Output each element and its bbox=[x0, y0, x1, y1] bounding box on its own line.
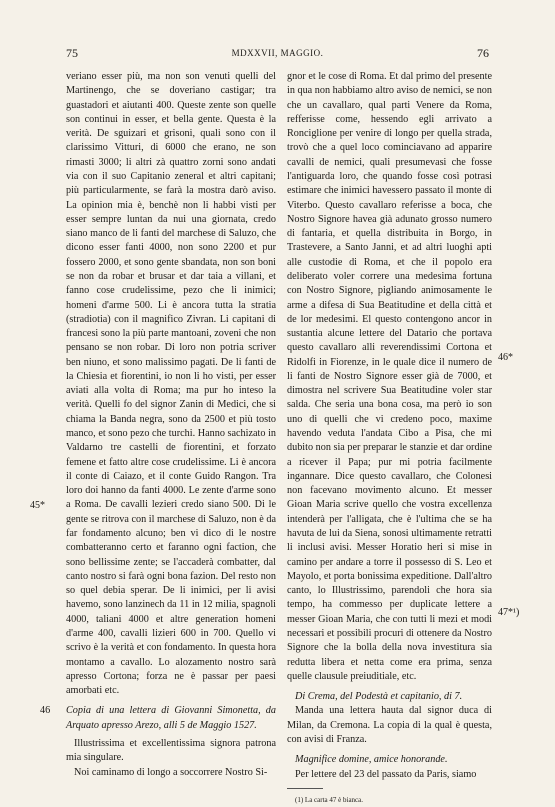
footnote-rule bbox=[287, 788, 323, 789]
page-number-left: 75 bbox=[66, 46, 78, 60]
margin-note-45: 45* bbox=[30, 500, 45, 511]
margin-note-47: 47*¹) bbox=[498, 607, 520, 618]
right-paragraph-2: Manda una lettera hauta dal signor duca di Milan, da Cremona. La copia di la qual è questa, con avisi di Franza. bbox=[287, 705, 492, 745]
footnote: (1) La carta 47 è bianca. bbox=[295, 795, 364, 804]
letter-heading-text: Copia di una lettera di Giovanni Simonetta, da Arquato apresso Arezo, alli 5 de Maggio 1527. bbox=[66, 705, 276, 731]
right-column bbox=[287, 70, 492, 807]
left-paragraph-1: veriano esser più, ma non son venuti quelli del Martinengo, che se doveriano castigar; tra guastadori et aiutanti 400. Queste zente son quelle son continui in esser, et bella gente. Questa è la verità. De sguizari et grisoni, quali sono con il clarissimo Vitturi, di 6000 che erano, ne son rimasti 3000; li altri zà quattro zorni sono andati via con il suo Capitanio zeneral et altri capitani; più particularmente, se farà la mostra darò aviso. La opinion mia è, benchè non li habbi visti per esser sempre luntan da nui una giornata, credo siano manco de li fanti del marchese di Saluzo, che dicono esser fanti 4000, non sono 2200 et pur fossero 2000, et sono gente sbandata, non son boni se non da robar et brusar et dar taia a villani, et fanno cose crudelissime, pezo che li inimici; homeni d'arme 500. Li è ancora tutta la stratia (stradiotia) con il magnifico Zivran. Li capitani di francesi sono la più parte mantoani, zoveni che non pensano se non robar. Di loro non potria scriver ben niuno, et sono malissimo pagati. De li fanti de la Chiesia et fiorentini, io non li ho visti, per esser aviati alla volta di Roma; ma pur ho inteso la verità. Quelli fo del signor Zanin di Medici, che si chiama la Banda negra, sono da 2500 et più tosto manco, et sono pezo che turchi. Hanno sachizato in Valdarno tre castelli de fiorentini, et forzato femene et fatto altre cose crudelissime. Li è ancora il conte di Caiazo, et il conte Guido Rangon. Tra loro doi hanno da fanti 4000. Le zente d'arme sono a Roma. De cavalli lezieri credo siano 500. Di le gente se ritrova con il marchese di Saluzo, non è da far fondamento alcuno; ben vi dico di le nostre combatteranno certo et faranno ogni faction, che sono bellissime zente; se l'accaderà combatter, dal canto nostro si farà ogni bona fazion. Del resto non so quel debia sperar. De li inimici, per li avisi havemo, sono lanzinech da 11 in 12 milia, spagnoli 4000, taliani 4000 et altre generation homeni d'arme 400, cavalli lizieri 600 in 700. Quello vi scrivo è la verità et con fondamento. In questa hora montamo a cavallo. Lo alozamento nostro sarà apresso Cortona; forza ne è passar per paesi amorbati etc. bbox=[66, 71, 276, 697]
running-header: MDXXVII, MAGGIO. bbox=[231, 48, 324, 58]
margin-note-46: 46* bbox=[498, 352, 513, 363]
letter-number: 46 bbox=[40, 705, 51, 717]
page-number-right: 76 bbox=[477, 46, 489, 60]
right-paragraph-3: Per lettere del 23 del passato da Paris, siamo bbox=[295, 768, 477, 780]
left-column bbox=[40, 70, 276, 780]
crema-heading: Di Crema, del Podestà et capitanio, di 7. bbox=[295, 691, 463, 703]
left-paragraph-3: Noi caminamo di longo a soccorrere Nostro Si- bbox=[74, 766, 268, 778]
left-salutation: Illustrissima et excellentissima signora patrona mia singulare. bbox=[66, 737, 276, 764]
right-paragraph-1: gnor et le cose di Roma. Et dal primo del presente in qua non habbiamo altro aviso de nemici, se non che un cavallaro, qual parti Venere da Roma, refferisse come, hessendo egli arrivato a Ronciglione per venire di longo per quella strada, trovò che a quel loco cominciavano ad apparire cavalli de nemici, quali presumevasi che fosse l'antiguarda loro, che quando fosse così potrasi estimare che inimici havessero passato il monte di Viterbo. Questo cavallaro referisse a boca, che Nostro Signore havea già adunato grosso numero di fantaria, et quella distribuita in Borgo, in Trastevere, a Santo Janni, et ad altri luoghi apti alle custodie di Roma, et che il popolo era deliberato voler correre una medesima fortuna con Nostro Signore, pigliando animosamente le arme a difesa di Sua Beatitudine et della città et de lor medesimi. El questo contengono ancor in sustantia alcune lettere del Datario che portava questo cavallaro alli reverendissimi Cortona et Ridolfi in Fiorenze, in le quale dice il numero de li fanti de Nostro Signore esser già de 7000, et dimostra nel scrivere Sua Beatitudine voler star salda. Che seria una bona cosa, ma però io son uno di quelli che vi credeno poco, maxime havendo veduta l'andata Cibo a Pisa, che mi dubito non sia per preparar le stanzie et dar ordine a ricever il Papa; pur mi potria facilmente ingannare. Dice questo cavallaro, che Colonesi non facevano movimento alcuno. Et messer Gioan Maria scrive quello che vostra excellenza intenderà per l'alligata, che è l'ultima che se ha havuta de lui da Siena, sonosi ultimamente retratti li inclusi avisi. Messer Horatio heri si mise in camino per andare a torre il possesso di S. Leo et Mayolo, et porta bonissima expeditione. Dall'altro canto, lo Illustrissimo, parendoli che hora sia tempo, ha commesso per duplicate lettere a messer Gioan Maria, che con tutti li mezi et modi necessari et possibili procuri di ottenere da Nostro Signore che la bolla della nova investitura sia redutta libera et netta come era prima, senza quelle clausule preiuditiale, etc. bbox=[287, 71, 492, 682]
letter-heading bbox=[40, 704, 276, 733]
right-salutation: Magnifice domine, amice honorande. bbox=[295, 754, 448, 766]
